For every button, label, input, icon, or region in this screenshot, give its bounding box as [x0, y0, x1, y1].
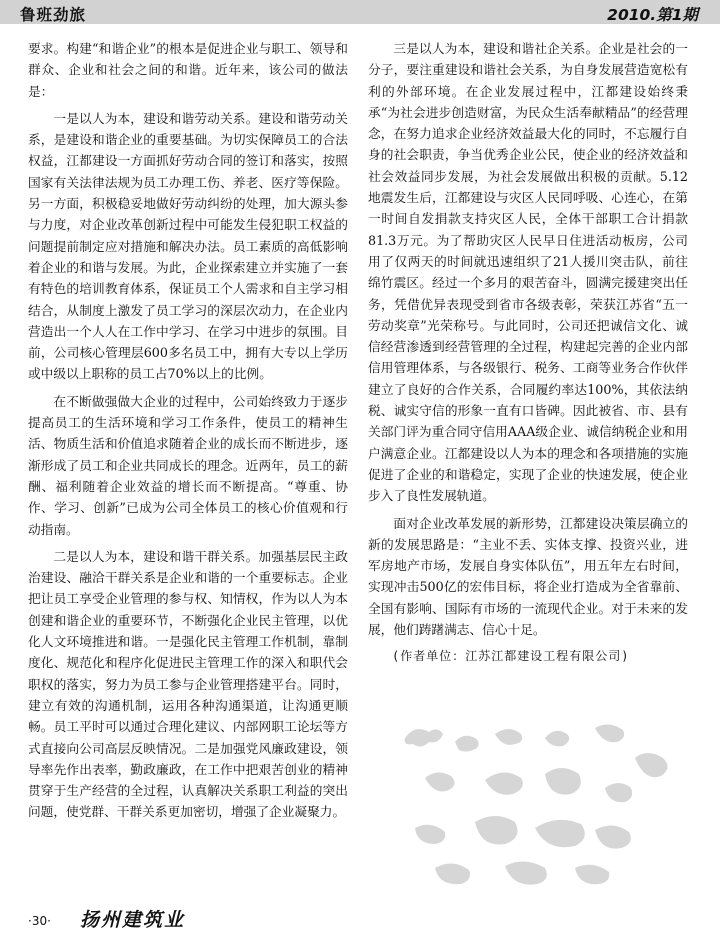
page-number: ·30· [28, 914, 51, 928]
left-column [28, 38, 348, 829]
map-decoration [395, 718, 695, 898]
author-affiliation: (作者单位：江苏江都建设工程有限公司) [392, 649, 630, 664]
paragraph: 在不断做强做大企业的过程中，公司始终致力于逐步提高员工的生活环境和学习工作条件，使员工的精神生活、物质生活和价值追求随着企业的成长而不断进步，逐渐形成了员工和企业共同成长的理念。近两年，员工的薪酬、福利随着企业效益的增长而不断提高。“尊重、协作、学习、创新”已成为公司全体员工的核心价值观和行动指南。 [28, 393, 348, 537]
paragraph: 一是以人为本，建设和谐劳动关系。建设和谐劳动关系，是建设和谐企业的重要基础。为切实保障员工的合法权益，江都建设一方面抓好劳动合同的签订和落实，按照国家有关法律法规为员工办理工伤、养老、医疗等保险。另一方面，积极稳妥地做好劳动纠纷的处理，加大源头参与力度，对企业改革创新过程中可能发生侵犯职工权益的问题提前制定应对措施和解决办法。员工素质的高低影响着企业的和谐与发展。为此，企业探索建立并实施了一套有特色的培训教育体系，保证员工个人需求和自主学习相结合，从制度上激发了员工学习的深层次动力，在企业内营造出一个人人在工作中学习、在学习中进步的氛围。目前，公司核心管理层600多名员工中，拥有大专以上学历或中级以上职称的员工占70%以上的比例。 [28, 110, 348, 382]
issue-label: 2010.第1期 [607, 6, 698, 24]
right-column [368, 38, 688, 674]
paragraph: 二是以人为本，建设和谐干群关系。加强基层民主政治建设、融洽干群关系是企业和谐的一个重要标志。企业把让员工享受企业管理的参与权、知情权，作为以人为本创建和谐企业的重要环节，不断强化企业民主管理，以优化人文环境推进和谐。一是强化民主管理工作机制，靠制度化、规范化和程序化促进民主管理工作的深入和职代会职权的落实，努力为员工参与企业管理搭建平台。同时，建立有效的沟通机制，运用各种沟通渠道，让沟通更顺畅。员工平时可以通过合理化建议、内部网职工论坛等方式直接向公司高层反映情况。二是加强党风廉政建设，领导率先作出表率，勤政廉政，在工作中把艰苦创业的精神贯穿于生产经营的全过程，认真解决关系职工利益的突出问题，使党群、干群关系更加密切，增强了企业凝聚力。 [28, 548, 348, 820]
paragraph: 要求。构建“和谐企业”的根本是促进企业与职工、领导和群众、企业和社会之间的和谐。近年来，该公司的做法是： [28, 41, 348, 99]
magazine-column-title: 鲁班劲旅 [20, 6, 87, 24]
paragraph: 三是以人为本，建设和谐社企关系。企业是社会的一分子，要注重建设和谐社会关系，为自身发展营造宽松有利的外部环境。在企业发展过程中，江都建设始终秉承“为社会进步创造财富，为民众生活奉献精品”的经营理念，在努力追求企业经济效益最大化的同时，不忘履行自身的社会职责，争当优秀企业公民，使企业的经济效益和社会效益同步发展，为社会发展做出积极的贡献。5.12地震发生后，江都建设与灾区人民同呼吸、心连心，在第一时间自发捐款支持灾区人民，全体干部职工合计捐款81.3万元。为了帮助灾区人民早日住进活动板房，公司用了仅两天的时间就迅速组织了21人援川突击队，前往绵竹震区。经过一个多月的艰苦奋斗，圆满完援建突出任务，凭借优异表现受到省市各级表彰，荣获江苏省“五一劳动奖章”光荣称号。与此同时，公司还把诚信文化、诚信经营渗透到经营管理的全过程，构建起完善的企业内部信用管理体系，与各级银行、税务、工商等业务合作伙伴建立了良好的合作关系，合同履约率达100%，其依法纳税、诚实守信的形象一直有口皆碑。因此被省、市、县有关部门评为重合同守信用AAA级企业、诚信纳税企业和用户满意企业。江都建设以人为本的理念和各项措施的实施促进了企业的和谐稳定，实现了企业的快速发展，使企业步入了良性发展轨道。 [368, 41, 688, 504]
magazine-title: 扬州建筑业 [80, 909, 186, 931]
header-bar [0, 0, 720, 24]
paragraph: 面对企业改革发展的新形势，江都建设决策层确立的新的发展思路是：“主业不丢、实体支撑、投资兴业，进军房地产市场，发展自身实体队伍”，用五年左右时间，实现冲击500亿的宏伟目标，将企业打造成为全省靠前、全国有影响、国际有市场的一流现代企业。对于未来的发展，他们踌躇满志、信心十足。 [368, 515, 688, 638]
